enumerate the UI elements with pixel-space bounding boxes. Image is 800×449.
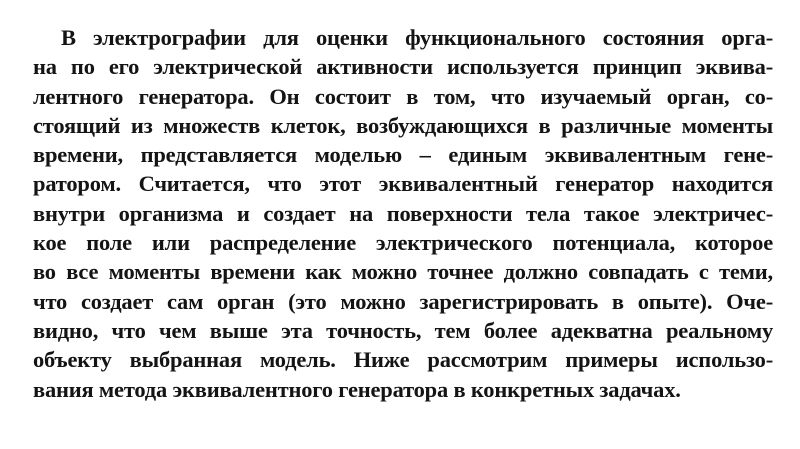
text-line: на по его электрической активности используется принцип эквива- [33,54,773,80]
text-line: В электрографии для оценки функционального состояния орга- [61,25,773,50]
text-line: ратором. Считается, что этот эквивалентный генератор находится [33,171,773,197]
text-line: что создает сам орган (это можно зарегистрировать в опыте). Оче- [33,288,773,314]
text-line: времени, представляется моделью – единым эквивалентным гене- [33,142,773,168]
text-line: видно, что чем выше эта точность, тем более адекватна реальному [33,317,773,343]
text-line: во все моменты времени как можно точнее должно совпадать с теми, [33,259,773,285]
text-line: объекту выбранная модель. Ниже рассмотрим примеры использо- [33,347,773,373]
text-line: кое поле или распределение электрического потенциала, которое [33,230,773,256]
text-line: стоящий из множеств клеток, возбуждающихся в различные моменты [33,112,773,138]
paragraph [33,23,773,404]
text-line: вания метода эквивалентного генератора в конкретных задачах. [33,376,681,402]
text-line: внутри организма и создает на поверхности тела такое электричес- [33,200,773,226]
text-line: лентного генератора. Он состоит в том, что изучаемый орган, со- [33,83,773,109]
